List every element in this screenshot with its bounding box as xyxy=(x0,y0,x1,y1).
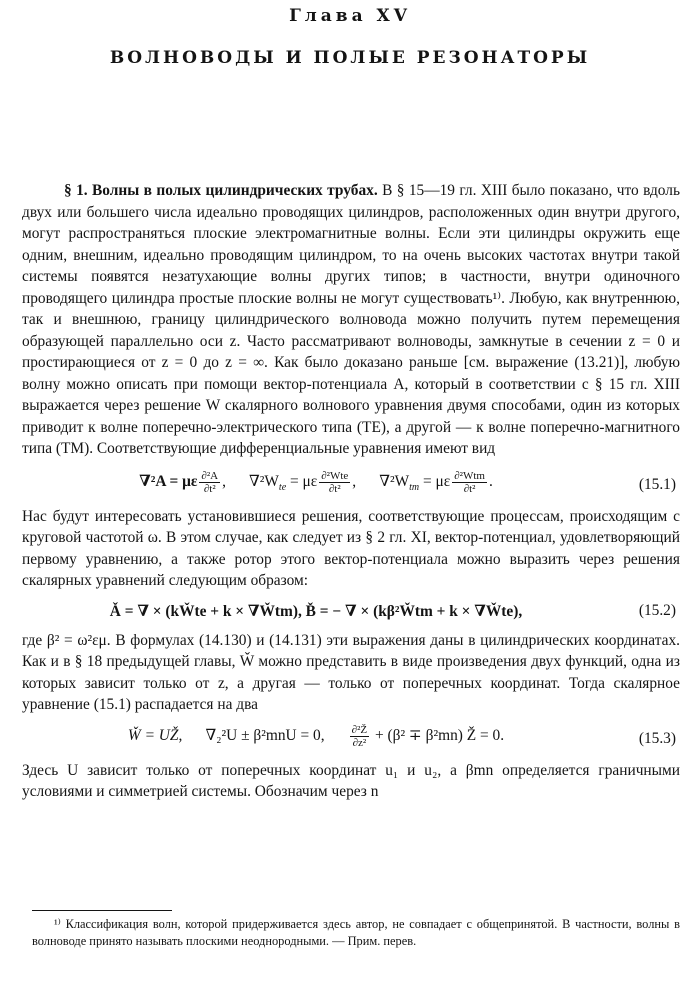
eq1-c-num: ∂²Wtm xyxy=(454,469,485,482)
eq3-a: W̌ = UŽ, xyxy=(127,726,183,744)
eq1-c-frac xyxy=(452,470,487,495)
equation-number-15-2: (15.2) xyxy=(638,601,676,619)
eq1-b-num: ∂²Wte xyxy=(321,469,349,482)
paragraph-3: где β² = ω²εμ. В формулах (14.130) и (14.131) эти выражения даны в цилиндрических координатах. Как и в § 18 предыдущей главы, W̌ можно представить в виде произведения двух функций, одна из которых зависит только от z, а другая — только от поперечных координат. Тогда скалярное уравнение (15.1) распадается на два xyxy=(22,631,680,713)
paragraph-2: Нас будут интересовать установившиеся решения, соответствующие процессам, происходящим с круговой частотой ω. В этом случае, как следует из § 2 гл. XI, вектор-потенциал, удовлетворяющий первому уравнению, а также ротор этого вектор-потенциала можно выразить через решения скалярных уравнений следующим образом: xyxy=(22,507,680,589)
footnote-divider xyxy=(32,910,172,911)
paragraph-4: Здесь U зависит только от поперечных координат u₁ и u₂, а βmn определяется граничными условиями и симметрией системы. Обозначим через n xyxy=(22,761,680,800)
equation-number-15-3: (15.3) xyxy=(638,729,676,747)
section-heading: § 1. Волны в полых цилиндрических трубах. xyxy=(64,182,378,199)
eq1-b-mid: = με xyxy=(286,472,318,490)
chapter-title: ВОЛНОВОДЫ И ПОЛЫЕ РЕЗОНАТОРЫ xyxy=(109,48,591,68)
eq3-c-den: ∂z² xyxy=(352,736,367,749)
paragraph-1 xyxy=(22,180,680,460)
eq1-b-frac xyxy=(319,470,350,495)
eq1-a-num: ∂²A xyxy=(201,469,219,482)
equation-number-15-1: (15.1) xyxy=(638,475,676,493)
eq3-c-frac xyxy=(350,724,369,749)
eq1-a-left: ∇²A = με xyxy=(139,472,198,490)
eq1-c-den: ∂t² xyxy=(463,482,476,495)
eq1-a-frac xyxy=(199,470,220,495)
eq1-a-den: ∂t² xyxy=(203,482,216,495)
eq3-c-rest: + (β² ∓ β²mn) Ž = 0. xyxy=(374,726,505,744)
equation-15-2 xyxy=(22,592,680,630)
chapter-label: Глава XV xyxy=(289,6,411,26)
eq1-b-sub: te xyxy=(278,481,287,493)
main-text xyxy=(22,180,680,803)
eq1-c-left: ∇²W xyxy=(379,472,410,490)
eq3-c-num: ∂²Ž xyxy=(351,723,368,736)
equation-15-3 xyxy=(22,720,680,760)
equation-15-1 xyxy=(22,466,680,506)
paragraph-1-text: В § 15—19 гл. XIII было показано, что вдоль двух или большего числа идеально проводящих цилиндров, расположенных один внутри другого, могут распространяться плоские электромагнитные волны. Если эти цилиндры окружить еще одним, внешним, идеально проводящим цилиндром, то на очень высоких частотах внутри такой системы появятся незатухающие волны других типов; в частности, внутри одиночного проводящего цилиндра простые плоские волны не могут существовать¹⁾. Любую, как внутреннюю, так и внешнюю, границу цилиндрического волновода можно получить путем перемещения образующей параллельно оси z. Часто рассматривают волноводы, замкнутые в сечении z = 0 и простирающиеся от z = 0 до z = ∞. Как было доказано раньше [см. выражение (13.21)], любую волну можно описать при помощи вектор-потенциала A, который в соответствии с § 15 гл. XIII выражается через решение W скалярного волнового уравнения двумя способами, один из которых приводит к волне поперечно-электрического типа (TE), а другой — к волне поперечно-магнитного типа (TM). Соответствующие дифференциальные уравнения имеют вид xyxy=(22,182,680,457)
eq1-c-mid: = με xyxy=(419,472,451,490)
eq3-b: ∇₂²U ± β²mnU = 0, xyxy=(205,726,325,744)
eq1-b-left: ∇²W xyxy=(249,472,279,490)
footnote: ¹⁾ Классификация волн, которой придерживается здесь автор, не совпадает с общепринятой. В частности, волны в волноводе принято называть плоскими неоднородными. — Прим. перев. xyxy=(32,917,680,948)
equation-15-3-body xyxy=(22,724,610,749)
eq1-b-den: ∂t² xyxy=(328,482,341,495)
equation-15-2-body: Ǎ = ∇ × (kW̌te + k × ∇W̌tm), B̌ = − ∇ × (kβ²W̌tm + k × ∇W̌te), xyxy=(109,602,523,620)
eq1-c-sub: tm xyxy=(409,481,420,493)
equation-15-1-body: ∇²A = με $\frac{\text{∂²A}}{\text{∂t²}}$ , $\nabla^2W_{te} = \mu\varepsilon$ $\frac{\text{∂²Wte}}{\text{∂t²}}$ , $\nabla^2W_{tm} = \mu\varepsilon$ $\frac{\text{∂²Wtm}}{\text{∂t²}}$ . xyxy=(139,469,493,495)
